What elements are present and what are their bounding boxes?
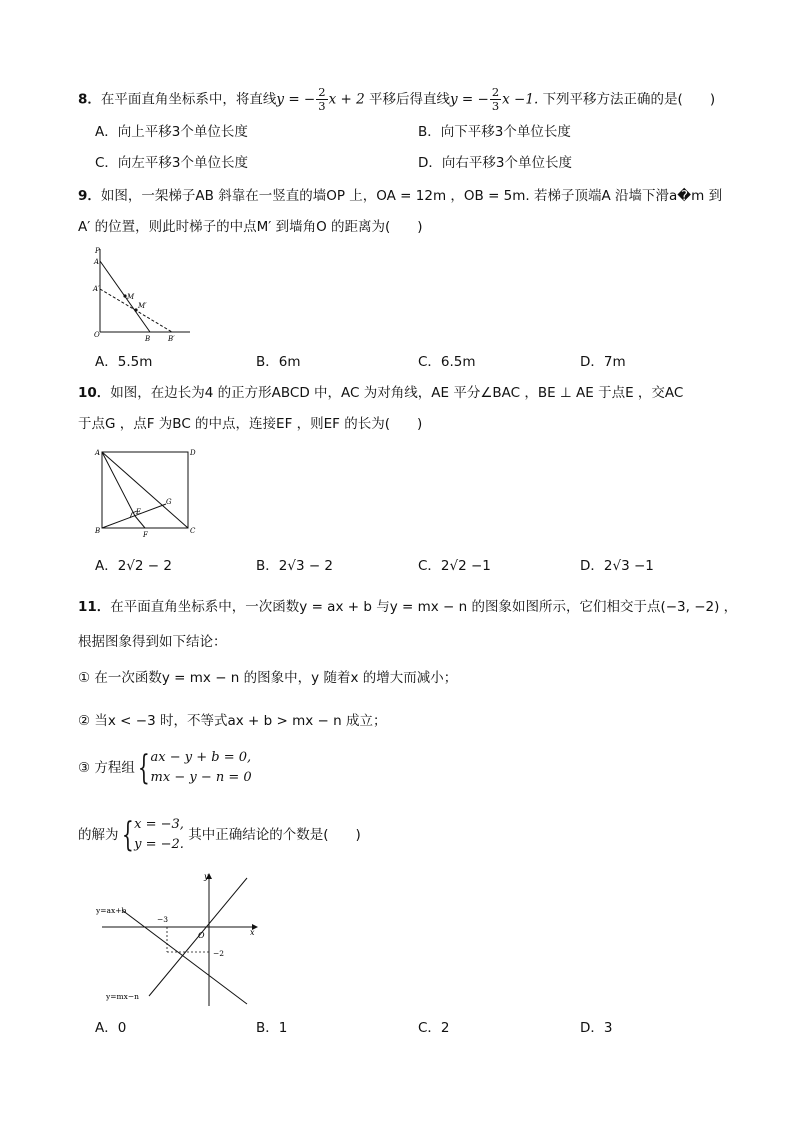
label-p: P (95, 247, 100, 255)
question-11-line1 (78, 597, 737, 617)
function-graph (92, 868, 264, 1010)
label-origin: O (198, 931, 205, 940)
solution-system: x = −3, y = −2. (134, 817, 184, 852)
option-c: C．2√2 −1 (418, 558, 491, 574)
label-m1: M′ (138, 302, 147, 310)
option-c: C．向左平移3个单位长度 (95, 155, 249, 171)
stem-text: 其中正确结论的个数是( ) (188, 827, 361, 843)
stem-text: 如图，一架梯子AB 斜靠在一竖直的墙OP 上，OA = 12m ，OB = 5m. 若梯子顶端A 沿墙下滑a�m 到 (100, 188, 723, 204)
stem-text: 平移后得直线 (368, 91, 450, 108)
option-a: A．向上平移3个单位长度 (95, 124, 248, 140)
label-x-minus-3: −3 (157, 915, 169, 924)
question-8-stem (78, 86, 715, 113)
segment-bg (102, 504, 166, 528)
option-b: B．向下平移3个单位长度 (418, 124, 571, 140)
segment-ae (102, 452, 135, 516)
label-x-axis: x (250, 928, 255, 937)
math: y = − (449, 91, 489, 108)
label-f: F (143, 531, 148, 538)
question-number: 11． (78, 599, 111, 615)
question-number: 9． (78, 188, 101, 204)
equation-system: ax − y + b = 0, mx − y − n = 0 (150, 750, 252, 785)
option-d: D．2√3 −1 (580, 558, 654, 574)
fraction: $\frac{2}{3}$ (491, 85, 500, 113)
label-a1: A′ (93, 285, 100, 293)
question-11-line2: 根据图象得到如下结论： (78, 634, 227, 650)
conclusion-2: ② 当x < −3 时，不等式ax + b > mx − n 成立； (78, 713, 387, 729)
math: x −1. (502, 91, 539, 108)
label-b1: B′ (168, 335, 175, 343)
label-o: O (94, 331, 100, 339)
question-number: 10． (78, 385, 111, 401)
stem-text: 在平面直角坐标系中，一次函数y = ax + b 与y = mx − n 的图象如图所示，它们相交于点(−3, −2) ， (110, 599, 738, 615)
label-y-axis: y (204, 872, 209, 881)
stem-text: 如图，在边长为4 的正方形ABCD 中，AC 为对角线，AE 平分∠BAC ，BE ⊥ AE 于点E ，交AC (110, 385, 684, 401)
option-d: D．向右平移3个单位长度 (418, 155, 572, 171)
label-c: C (190, 527, 196, 535)
stem-text: 在平面直角坐标系中，将直线 (100, 91, 277, 108)
stem-text: 的解为 (78, 827, 119, 843)
label-y-minus-2: −2 (213, 949, 225, 958)
option-d: D．7m (580, 354, 626, 370)
diagonal-ac (102, 452, 188, 528)
question-number: 8． (78, 91, 101, 108)
segment-ef (135, 516, 145, 528)
label-line-ax-plus-b: y=ax+b (96, 906, 127, 915)
stem-text: ③ 方程组 (78, 760, 135, 776)
option-c: C．2 (418, 1020, 450, 1036)
label-g: G (166, 498, 172, 506)
math: y = − (276, 91, 316, 108)
solution-line (78, 815, 361, 855)
label-a: A (94, 258, 100, 266)
question-10-line1 (78, 383, 683, 403)
fraction: $\frac{2}{3}$ (318, 85, 326, 113)
math: x + 2 (328, 91, 365, 108)
line-mx-minus-n (122, 910, 247, 1004)
label-m: M (127, 293, 135, 301)
option-b: B．6m (256, 354, 301, 370)
label-d: D (190, 449, 196, 457)
square-figure (92, 446, 204, 538)
label-b: B (145, 335, 151, 343)
label-b: B (95, 527, 101, 535)
question-9-line1 (78, 186, 722, 206)
conclusion-3 (78, 748, 252, 788)
option-d: D．3 (580, 1020, 613, 1036)
brace: { (137, 748, 150, 788)
conclusion-1: ① 在一次函数y = mx − n 的图象中，y 随着x 的增大而减小； (78, 670, 458, 686)
option-b: B．2√3 − 2 (256, 558, 334, 574)
option-a: A．2√2 − 2 (95, 558, 172, 574)
label-a: A (95, 449, 101, 457)
option-a: A．0 (95, 1020, 127, 1036)
ladder-figure (90, 244, 200, 344)
question-10-line2: 于点G ，点F 为BC 的中点，连接EF ，则EF 的长为( ) (78, 416, 423, 432)
option-a: A．5.5m (95, 354, 153, 370)
label-line-mx-minus-n: y=mx−n (106, 992, 139, 1001)
option-b: B．1 (256, 1020, 288, 1036)
stem-text: 下列平移方法正确的是( ) (542, 91, 716, 108)
option-c: C．6.5m (418, 354, 476, 370)
brace: { (121, 815, 134, 855)
label-e: E (136, 508, 142, 516)
question-9-line2: A′ 的位置，则此时梯子的中点M′ 到墙角O 的距离为( ) (78, 219, 423, 235)
